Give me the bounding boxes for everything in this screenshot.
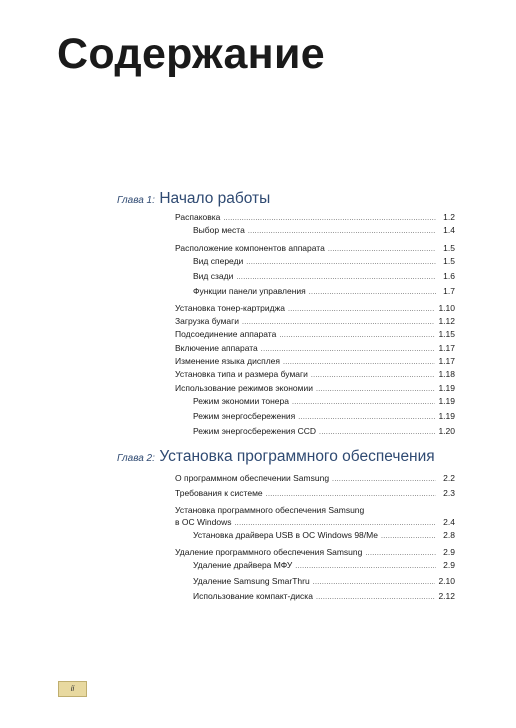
leader-dots	[279, 328, 435, 342]
leader-dots	[316, 382, 435, 396]
leader-dots	[261, 342, 436, 356]
toc-subentry[interactable]	[175, 529, 455, 542]
toc-entry[interactable]	[175, 302, 455, 315]
toc-subentry[interactable]	[175, 559, 455, 572]
toc-subentry[interactable]	[175, 224, 455, 237]
toc-entry-page: 1.19	[438, 382, 455, 393]
toc-entry[interactable]	[175, 315, 455, 328]
toc-entry-page: 1.4	[443, 225, 455, 236]
chapter-2-title: Установка программного обеспечения	[159, 448, 435, 465]
toc-entry-label: Удаление программного обеспечения Samsung	[175, 547, 363, 558]
toc-subentry[interactable]	[175, 575, 455, 588]
toc-entry-label: Установка типа и размера бумаги	[175, 369, 308, 380]
toc-entry-page: 2.9	[443, 560, 455, 571]
toc-entry[interactable]	[175, 242, 455, 255]
toc-entry-page: 2.12	[438, 591, 455, 602]
toc-entry-page: 1.20	[438, 426, 455, 437]
chapter-2-heading	[117, 448, 462, 466]
chapter-2-prefix: Глава 2:	[117, 453, 155, 464]
toc-entry-page: 1.7	[443, 286, 455, 297]
toc-entry-page: 1.5	[443, 255, 455, 266]
leader-dots	[313, 575, 436, 589]
toc-entry-page: 1.17	[438, 342, 455, 353]
leader-dots	[298, 410, 435, 424]
toc-entry[interactable]	[175, 368, 455, 381]
leader-dots	[381, 529, 436, 543]
toc-entry-page: 2.4	[443, 516, 455, 527]
toc-entry-page: 1.19	[438, 395, 455, 406]
toc-entry-label: Расположение компонентов аппарата	[175, 242, 325, 253]
leader-dots	[311, 368, 436, 382]
toc-entry-page: 1.15	[438, 329, 455, 340]
leader-dots	[246, 255, 436, 269]
toc-entry[interactable]	[175, 487, 455, 500]
toc-subentry[interactable]	[175, 285, 455, 298]
toc-entry-page: 1.10	[438, 302, 455, 313]
toc-entry[interactable]	[175, 328, 455, 341]
toc-entry-label: Вид сзади	[193, 271, 234, 282]
toc-entry-label: Использование режимов экономии	[175, 382, 313, 393]
toc-entry-label-line1: Установка программного обеспечения Samsung	[175, 504, 365, 515]
leader-dots	[328, 242, 436, 256]
toc-entry-page: 2.3	[443, 488, 455, 499]
chapter-2-toc	[175, 472, 455, 603]
toc-entry-label: Выбор места	[193, 225, 245, 236]
toc-entry[interactable]	[175, 355, 455, 368]
toc-entry-label: Использование компакт-диска	[193, 591, 313, 602]
toc-entry-page: 1.6	[443, 271, 455, 282]
leader-dots	[266, 487, 436, 501]
toc-entry-page: 2.10	[438, 575, 455, 586]
toc-entry-page: 1.19	[438, 411, 455, 422]
leader-dots	[319, 425, 435, 439]
toc-entry-page: 1.12	[438, 316, 455, 327]
chapter-1-heading	[117, 190, 462, 208]
toc-entry[interactable]	[175, 342, 455, 355]
toc-entry-label: Удаление Samsung SmarThru	[193, 575, 310, 586]
toc-entry-page: 1.2	[443, 212, 455, 222]
toc-entry-label: О программном обеспечении Samsung	[175, 473, 330, 483]
toc-entry[interactable]	[175, 472, 455, 485]
toc-entry-label: Функции панели управления	[193, 286, 306, 297]
leader-dots	[236, 270, 436, 284]
toc-entry[interactable]	[175, 546, 455, 559]
toc-entry-label: Загрузка бумаги	[175, 316, 239, 327]
toc-entry[interactable]	[175, 382, 455, 395]
page-number-badge: ii	[58, 681, 87, 697]
toc-entry-label: Требования к системе	[175, 488, 263, 499]
toc-entry-label: Установка тонер-картриджа	[175, 302, 285, 313]
page-title: Содержание	[57, 30, 325, 78]
toc-entry-page: 2.2	[443, 473, 455, 483]
leader-dots	[242, 315, 435, 329]
leader-dots	[332, 472, 436, 486]
toc-entry-page: 1.18	[438, 369, 455, 380]
toc-entry-label: Вид спереди	[193, 255, 244, 266]
toc-subentry[interactable]	[175, 270, 455, 283]
leader-dots	[283, 355, 435, 369]
leader-dots	[288, 302, 435, 316]
toc-entry-label: Режим энергосбережения	[193, 411, 296, 422]
chapter-1-title: Начало работы	[159, 190, 271, 207]
leader-dots	[365, 546, 436, 560]
leader-dots	[292, 395, 435, 409]
toc-entry-page: 1.5	[443, 242, 455, 253]
toc-entry-label: Включение аппарата	[175, 342, 258, 353]
toc-subentry[interactable]	[175, 590, 455, 603]
leader-dots	[295, 559, 436, 573]
toc-entry-page: 1.17	[438, 355, 455, 366]
leader-dots	[309, 285, 436, 299]
toc-entry-label: Подсоединение аппарата	[175, 329, 277, 340]
leader-dots	[248, 224, 436, 238]
toc-entry-label: Установка драйвера USB в ОС Windows 98/Me	[193, 529, 378, 540]
toc-entry-label: Режим экономии тонера	[193, 395, 289, 406]
chapter-1-prefix: Глава 1:	[117, 195, 155, 206]
toc-entry-label: Удаление драйвера МФУ	[193, 560, 293, 571]
toc-entry-label: Изменение языка дисплея	[175, 355, 280, 366]
toc-subentry[interactable]	[175, 395, 455, 408]
leader-dots	[234, 516, 436, 530]
toc-entry-label: в ОС Windows	[175, 516, 232, 527]
toc-subentry[interactable]	[175, 425, 455, 438]
chapter-1-toc	[175, 211, 455, 439]
leader-dots	[223, 211, 436, 225]
toc-entry-page: 2.8	[443, 529, 455, 540]
toc-entry-multiline[interactable]	[175, 504, 455, 529]
toc-entry-label: Распаковка	[175, 212, 221, 222]
leader-dots	[316, 590, 436, 604]
toc-entry-page: 2.9	[443, 547, 455, 558]
toc-entry-label: Режим энергосбережения CCD	[193, 426, 317, 437]
toc-subentry[interactable]	[175, 255, 455, 268]
toc-entry-line2	[175, 516, 455, 529]
toc-subentry[interactable]	[175, 410, 455, 423]
toc-entry[interactable]	[175, 211, 455, 224]
